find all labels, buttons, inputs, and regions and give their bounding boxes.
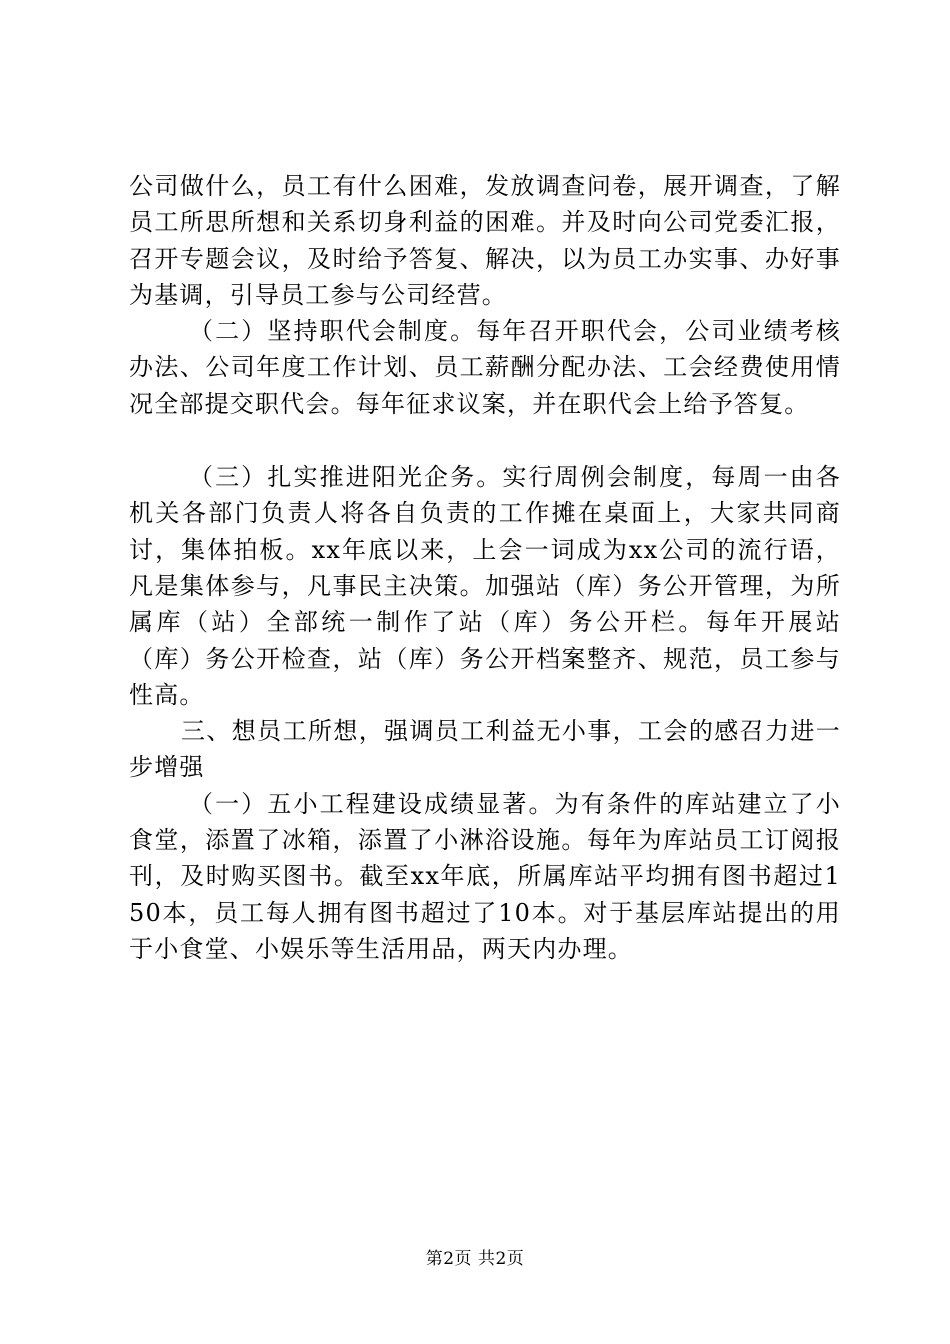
paragraph-section-2: （二）坚持职代会制度。每年召开职代会，公司业绩考核办法、公司年度工作计划、员工薪酬分配办法、工会经费使用情况全部提交职代会。每年征求议案，并在职代会上给予答复。 (129, 317, 841, 418)
paragraph-section-1: （一）五小工程建设成绩显著。为有条件的库站建立了小食堂，添置了冰箱，添置了小淋浴设施。每年为库站员工订阅报刊，及时购买图书。截至xx年底，所属库站平均拥有图书超过150本，员工每人拥有图书超过了10本。对于基层库站提出的用于小食堂、小娱乐等生活用品，两天内办理。 (129, 789, 841, 963)
paragraph-section-3: （三）扎实推进阳光企务。实行周例会制度，每周一由各机关各部门负责人将各自负责的工作摊在桌面上，大家共同商讨，集体拍板。xx年底以来，上会一词成为xx公司的流行语，凡是集体参与，凡事民主决策。加强站（库）务公开管理，为所属库（站）全部统一制作了站（库）务公开栏。每年开展站（库）务公开检查，站（库）务公开档案整齐、规范，员工参与性高。 (129, 463, 841, 709)
paragraph-continuation: 公司做什么，员工有什么困难，发放调查问卷，展开调查，了解员工所思所想和关系切身利益的困难。并及时向公司党委汇报，召开专题会议，及时给予答复、解决，以为员工办实事、办好事为基调，引导员工参与公司经营。 (129, 172, 841, 309)
paragraph-gap (129, 422, 841, 459)
document-body (129, 168, 841, 967)
page-footer: 第2页 共2页 (425, 1249, 525, 1269)
heading-part-3: 三、想员工所想，强调员工利益无小事，工会的感召力进一步增强 (129, 717, 841, 782)
